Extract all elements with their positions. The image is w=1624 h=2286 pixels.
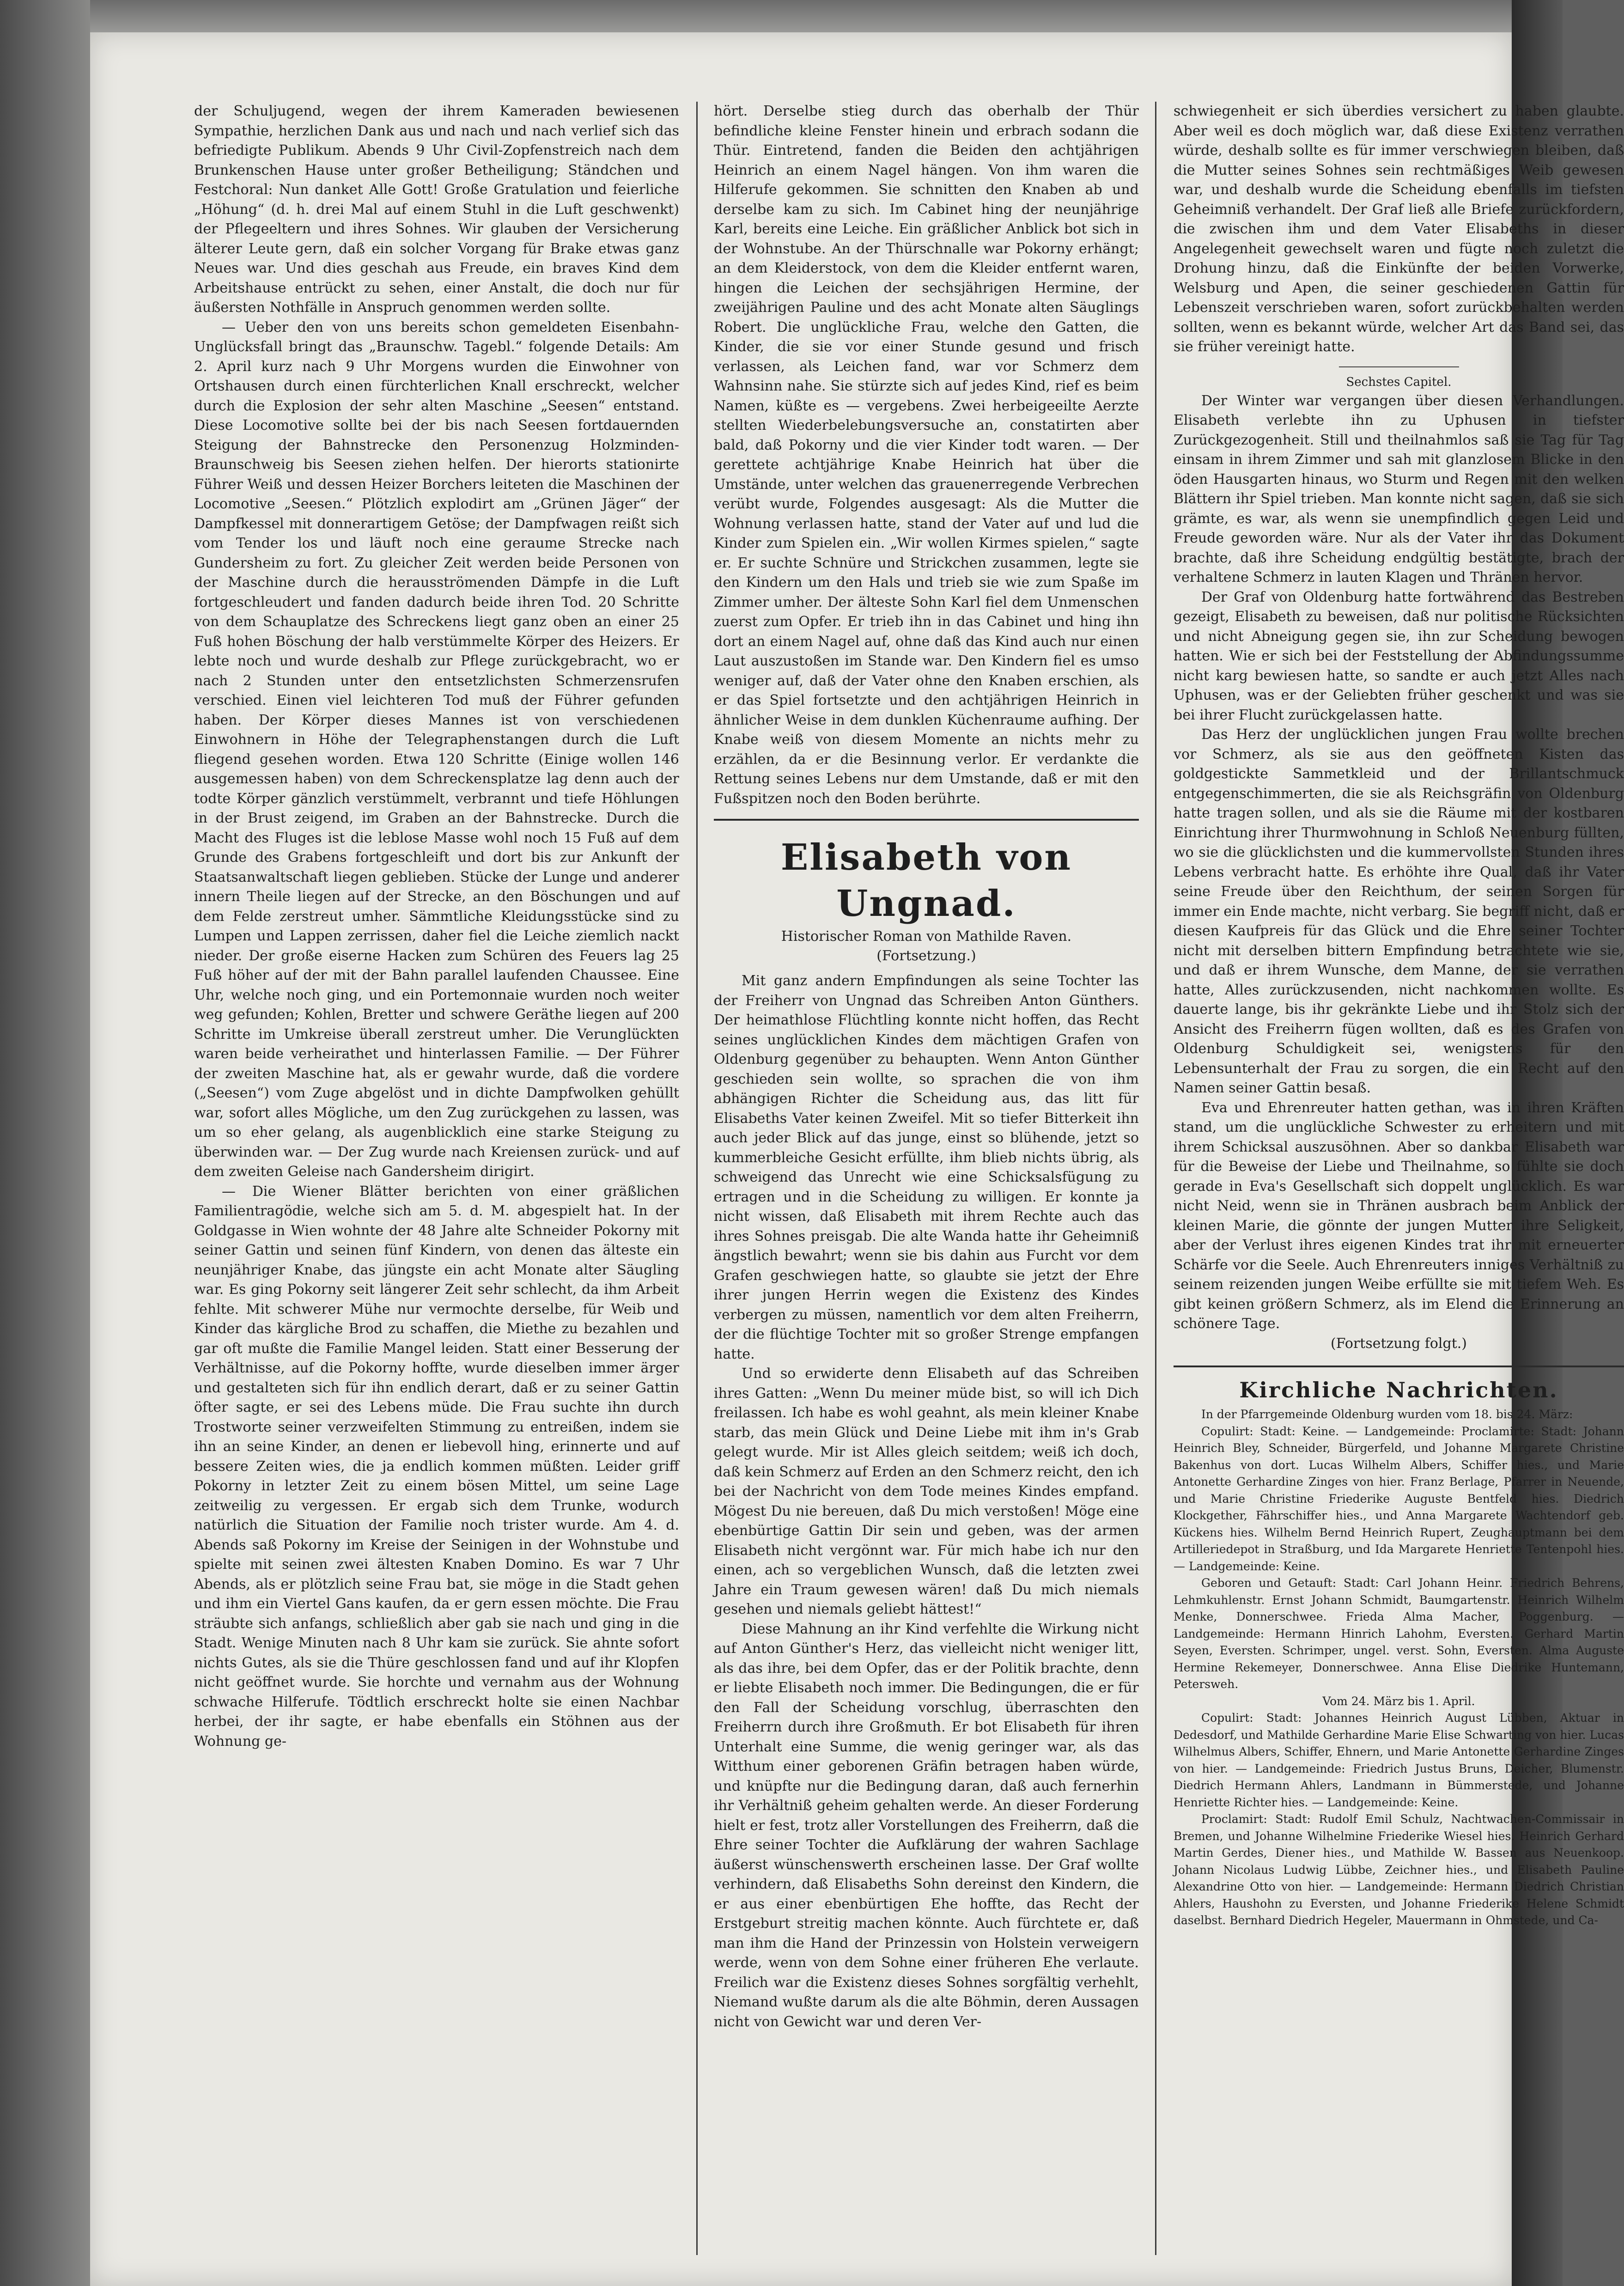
article-railway-accident: — Ueber den von uns bereits schon gemeldeten Eisenbahn-Unglücksfall bringt das „Braunschw. Tagebl.“ folgende Details: Am 2. April kurz nach 9 Uhr Morgens wurden die Einwohner von Ortshausen durch einen fürchterlichen Knall erschreckt, welcher durch die Explosion der sehr alten Maschine „Seesen“ entstand. Diese Locomotive sollte bei der bis nach Seesen fortdauernden Steigung der Bahnstrecke den Personenzug Holzminden-Braunschweig bis Seesen ziehen helfen. Der hierorts stationirte Führer Weiß und dessen Heizer Borchers leiteten die Maschinen der Locomotive „Seesen.“ Plötzlich explodirt am „Grünen Jäger“ der Dampfkessel mit donnerartigem Getöse; der Dampfwagen reißt sich vom Tender los und läuft noch eine geraume Strecke nach Gundersheim zu fort. Zu gleicher Zeit werden beide Personen von der Maschine durch die herausströmenden Dämpfe in die Luft fortgeschleudert und fanden dadurch beide ihren Tod. 20 Schritte von dem Schauplatze des Schreckens liegt ganz oben an einer 25 Fuß hohen Böschung der halb verstümmelte Körper des Heizers. Er lebte noch und wurde deshalb zur Pflege zurückgebracht, wo er nach 2 Stunden unter den entsetzlichsten Schmerzensrufen verschied. Einen viel leichteren Tod muß der Führer gefunden haben. Der Körper dieses Mannes ist von verschiedenen Einwohnern in Höhe der Telegraphenstangen durch die Luft fliegend gesehen worden. Etwa 120 Schritte (Einige wollen 146 ausgemessen haben) von dem Schreckensplatze lag denn auch der todte Körper gänzlich verstümmelt, verbrannt und tiefe Höhlungen in der Brust zeigend, im Graben an der Bahnstrecke. Durch die Macht des Fluges ist die leblose Masse wohl noch 15 Fuß auf dem Grunde des Grabens fortgeschleift und dort bis zur Ankunft der Staatsanwaltschaft liegen geblieben. Stücke der Lunge und anderer innern Theile liegen auf der Strecke, an den Böschungen und auf dem Felde zerstreut umher. Sämmtliche Kleidungsstücke sind zu Lumpen und Lappen zerrissen, daher fiel die Leiche ziemlich nackt nieder. Der große eiserne Hacken zum Schüren des Feuers lag 25 Fuß höher auf der mit der Bahn parallel laufenden Chaussee. Eine Uhr, welche noch ging, und ein Portemonnaie wurden noch weiter weg gefunden; Kohlen, Bretter und schwere Geräthe liegen auf 200 Schritte im Umkreise überall zerstreut umher. Die Verunglückten waren beide verheirathet und hinterlassen Familie. — Der Führer der zweiten Maschine hat, als er gewahr wurde, daß die vordere („Seesen“) vom Zuge abgelöst und in dichte Dampfwolken gehüllt war, sofort alles Mögliche, um den Zug zurückgehen zu lassen, was um so eher gelang, als augenblicklich eine starke Steigung zu überwinden war. — Der Zug wurde nach Kreiensen zurück- und auf dem zweiten Geleise nach Gandersheim dirigirt. (194, 319, 679, 1180)
church-news-entry: Copulirt: Stadt: Keine. — Landgemeinde: Proclamirte: Stadt: Johann Heinrich Bley, Schneider, Bürgerfeld, und Johanne Margarete Christine Bakenhus von dort. Lucas Wilhelm Albers, Schiffer hies., und Marie Antonette Gerhardine Zinges von hier. Franz Berlage, Pfarrer in Neuende, und Marie Christine Friederike Auguste Bentfeld hies. Diedrich Klockgether, Fährschiffer hies., und Anna Margarete Wachtendorf geb. Kückens hies. Wilhelm Bernd Heinrich Rupert, Zeughauptmann bei dem Artilleriedepot in Straßburg, und Ida Margarete Henriette Tentenpohl hies. — Landgemeinde: Keine. (1174, 1424, 1624, 1573)
novel-paragraph: schwiegenheit er sich überdies versichert zu haben glaubte. Aber weil es doch möglich war, daß diese Existenz verrathen würde, deshalb sollte es für immer verschwiegen bleiben, daß die Mutter seines Sohnes sein rechtmäßiges Weib gewesen war, und deshalb wurde die Scheidung ebenfalls im tiefsten Geheimniß verhandelt. Der Graf ließ alle Briefe zurückfordern, die zwischen ihm und dem Vater Elisabeths in dieser Angelegenheit gewechselt waren und fügte noch zuletzt die Drohung hinzu, daß die Einkünfte der beiden Vorwerke, Welsburg und Apen, die seiner geschiedenen Gattin für Lebenszeit verschrieben waren, sofort zurückbehalten werden sollten, wenn es bekannt würde, welcher Art das Band sei, das sie früher vereinigt hatte. (1174, 103, 1624, 355)
continuation-notice: (Fortsetzung folgt.) (1331, 1335, 1467, 1352)
novel-paragraph: Der Winter war vergangen über diesen Verhandlungen. Elisabeth verlebte ihn zu Uphusen in tiefster Zurückgezogenheit. Still und theilnahmlos saß sie Tag für Tag einsam in ihrem Zimmer und sah mit glanzlosem Blicke in den öden Hausgarten hinaus, wo Sturm und Regen mit den welken Blättern ihr Spiel trieben. Man konnte nicht sagen, daß sie sich grämte, es war, als wenn sie unempfindlich gegen Leid und Freude geworden wäre. Nur als der Vater ihr das Dokument brachte, daß ihre Scheidung endgültig bestätigte, brach der verhaltene Schmerz in lauten Klagen und Thränen hervor. (1174, 392, 1624, 585)
novel-paragraph: Der Graf von Oldenburg hatte fortwährend das Bestreben gezeigt, Elisabeth zu beweisen, daß nur politische Rücksichten und nicht Abneigung gegen sie, ihn zur Scheidung bewogen hatten. Wie er sich bei der Feststellung der Abfindungssumme nicht karg bewiesen hatte, so sandte er auch jetzt Alles nach Uphusen, was er der Geliebten früher geschenkt und was sie bei ihrer Flucht zurückgelassen hatte. (1174, 589, 1624, 723)
column-right (1174, 102, 1624, 1929)
article-paragraph: der Schuljugend, wegen der ihrem Kameraden bewiesenen Sympathie, herzlichen Dank aus und nach und nach verlief sich das befriedigte Publikum. Abends 9 Uhr Civil-Zopfenstreich nach dem Brunkenschen Hause unter großer Betheiligung; Ständchen und Festchoral: Nun danket Alle Gott! Große Gratulation und feierliche „Höhung“ (d. h. drei Mal auf einem Stuhl in die Luft geschwenkt) der Pflegeeltern und ihres Sohnes. Wir glauben der Versicherung älterer Leute gern, daß ein solcher Vorgang für Brake etwas ganz Neues war. Und dies geschah aus Freude, ein braves Kind dem Arbeitshause entrückt zu sehen, einer Anstalt, die doch nur für äußersten Nothfälle in Anspruch genommen werden sollte. (194, 103, 679, 316)
article-family-tragedy: — Die Wiener Blätter berichten von einer gräßlichen Familientragödie, welche sich am 5. d. M. abgespielt hat. In der Goldgasse in Wien wohnte der 48 Jahre alte Schneider Pokorny mit seiner Gattin und seinen fünf Kindern, von denen das älteste ein neunjähriger Knabe, das jüngste ein acht Monate alter Säugling war. Es ging Pokorny seit längerer Zeit sehr schlecht, da ihm Arbeit fehlte. Mit schwerer Mühe nur vermochte derselbe, für Weib und Kinder das kärgliche Brod zu schaffen, die Miethe zu bezahlen und gar oft mußte die Familie Mangel leiden. Statt einer Besserung der Verhältnisse, auf die Pokorny hoffte, wurde dieselben immer ärger und gestalteten sich für ihn endlich derart, daß er zu seiner Gattin öfter sagte, er sei des Lebens müde. Die Frau suchte ihn durch Trostworte seiner verzweifelten Stimmung zu entreißen, indem sie ihn an seine Kinder, an denen er liebevoll hing, erinnerte und auf bessere Zeiten wies, die ja endlich kommen müßten. Leider griff Pokorny in letzter Zeit zu einem bösen Mittel, um seine Lage zeitweilig zu vergessen. Er ergab sich dem Trunke, wodurch natürlich die Situation der Familie noch trister wurde. Am 4. d. Abends saß Pokorny im Kreise der Seinigen in der Wohnstube und spielte mit seinen zwei ältesten Knaben Domino. Es war 7 Uhr Abends, als er plötzlich seine Frau bat, sie möge in die Stadt gehen und ihm ein Viertel Gans kaufen, da er gern essen möchte. Die Frau sträubte sich anfangs, schließlich aber gab sie nach und ging in die Stadt. Wenige Minuten nach 8 Uhr kam sie zurück. Sie ahnte sofort nichts Gutes, als sie die Thüre geschlossen fand und auf ihr Klopfen nicht geöffnet wurde. Sie horchte und vernahm aus der Wohnung schwache Hilferufe. Tödtlich erschreckt holte sie einen Nachbar herbei, der ihr sagte, er habe ebenfalls ein Stöhnen aus der Wohnung ge- (194, 1183, 679, 1750)
novel-paragraph: Mit ganz andern Empfindungen als seine Tochter las der Freiherr von Ungnad das Schreiben Anton Günthers. Der heimathlose Flüchtling konnte nicht hoffen, das Recht seines unglücklichen Kindes dem mächtigen Grafen von Oldenburg gegenüber zu behaupten. Wenn Anton Günther geschieden sein wollte, so sprachen die von ihm abhängigen Richter die Scheidung aus, das litt für Elisabeths Vater keinen Zweifel. Mit so tiefer Bitterkeit ihn auch jeder Blick auf das junge, einst so blühende, jetzt so kummerbleiche Gesicht erfüllte, ihm blieb nichts übrig, als schweigend das Unrecht wie eine Schicksalsfügung zu ertragen und in die Scheidung zu willigen. Er konnte ja nicht wissen, daß Elisabeth mit ihrem Rechte auch das ihres Sohnes preisgab. Die alte Wanda hatte ihr Geheimniß ängstlich bewahrt; wenn sie bis dahin aus Furcht vor dem Grafen geschwiegen hatte, so glaubte sie jetzt der Ehre ihrer jungen Herrin wegen die Existenz des Kindes verbergen zu müssen, namentlich vor dem alten Freiherrn, der die flüchtige Tochter mit so großer Strenge empfangen hatte. (714, 973, 1139, 1362)
column-divider-2 (1155, 102, 1156, 2255)
article-paragraph: hört. Derselbe stieg durch das oberhalb der Thür befindliche kleine Fenster hinein und erbrach sodann die Thür. Eintretend, fanden die Beiden den achtjährigen Heinrich an einem Nagel hängen. Von ihm waren die Hilferufe gekommen. Sie schnitten den Knaben ab und derselbe kam zu sich. Im Cabinet hing der neunjährige Karl, bereits eine Leiche. Ein gräßlicher Anblick bot sich in der Wohnstube. An der Thürschnalle war Pokorny erhängt; an dem Kleiderstock, von dem die Kleider entfernt waren, hingen die Leichen der sechsjährigen Hermine, der zweijährigen Pauline und des acht Monate alten Säuglings Robert. Die unglückliche Frau, welche den Gatten, die Kinder, die sie vor einer Stunde gesund und frisch verlassen, als Leichen fand, war vor Schmerz dem Wahnsinn nahe. Sie stürzte sich auf jedes Kind, rief es beim Namen, küßte es — vergebens. Zwei herbeigeeilte Aerzte stellten Wiederbelebungsversuche an, constatirten aber bald, daß Pokorny und die vier Kinder todt waren. — Der gerettete achtjährige Knabe Heinrich hat über die Umstände, unter welchen das grauenerregende Verbrechen verübt wurde, Folgendes ausgesagt: Als die Mutter die Wohnung verlassen hatte, stand der Vater auf und lud die Kinder zum Spielen ein. „Wir wollen Kirmes spielen,“ sagte er. Er suchte Schnüre und Strickchen zusammen, legte sie den Kindern um den Hals und trieb sie wie zum Spaße im Zimmer umher. Der älteste Sohn Karl fiel dem Unmenschen zuerst zum Opfer. Er trieb ihn in das Cabinet und hing ihn dort an einem Nagel auf, ohne daß das Kind auch nur einen Laut auszustoßen im Stande war. Den Kindern fiel es umso weniger auf, daß der Vater ohne den Knaben erschien, als er das Spiel fortsetzte und den achtjährigen Heinrich in ähnlicher Weise in dem dunklen Küchenraume aufhing. Der Knabe weiß von diesem Momente an nichts mehr zu erzählen, da er die Besinnung verlor. Er verdankte die Rettung seines Lebens nur dem Umstande, daß er mit den Fußspitzen noch den Boden berührte. (714, 103, 1139, 807)
scan-frame-top (0, 0, 1563, 32)
chapter-heading: Sechstes Capitel. (1346, 375, 1452, 389)
church-news-intro: In der Pfarrgemeinde Oldenburg wurden vom 18. bis 24. März: (1201, 1408, 1573, 1421)
column-middle (714, 102, 1139, 2032)
scan-frame-left (0, 0, 90, 2286)
church-news-period: Vom 24. März bis 1. April. (1322, 1694, 1475, 1708)
novel-continuation-note: (Fortsetzung.) (876, 948, 976, 964)
novel-paragraph: Eva und Ehrenreuter hatten gethan, was in ihren Kräften stand, um die unglückliche Schwester zu erheitern und mit ihrem Schicksal auszusöhnen. Aber so dankbar Elisabeth war für die Beweise der Liebe und Theilnahme, so fühlte sie doch gerade in Eva's Gesellschaft sich doppelt unglücklich. Es war nicht Neid, wenn sie in Thränen ausbrach beim Anblick der kleinen Marie, die gönnte der jungen Mutter ihre Seligkeit, aber der Verlust ihres eigenen Kindes trat ihr mit erneuerter Schärfe vor die Seele. Auch Ehrenreuters inniges Verhältniß zu seinem reizenden jungen Weibe erfüllte sie mit tiefem Weh. Es gibt keinen größern Schmerz, als im Elend die Erinnerung an schönere Tage. (1174, 1099, 1624, 1332)
church-news-entry: Geboren und Getauft: Stadt: Carl Johann Heinr. Friedrich Behrens, Lehmkuhlenstr. Ernst Johann Schmidt, Baumgartenstr. Heinrich Wilhelm Menke, Donnerschwee. Frieda Alma Macher, Poggenburg. — Landgemeinde: Hermann Hinrich Lahohm, Eversten. Gerhard Martin Seyen, Eversten. Schrimper, ungel. verst. Sohn, Eversten. Alma Auguste Hermine Rekemeyer, Donnerschwee. Anna Elise Diedrike Huntemann, Petersweh. (1174, 1576, 1624, 1691)
church-news-entry: Proclamirt: Stadt: Rudolf Emil Schulz, Nachtwachen-Commissair in Bremen, und Johanne Wilhelmine Friederike Wiesel hies. Heinrich Gerhard Martin Gerdes, Diener hies., und Mathilde W. Bassen aus Neuenkoop. Johann Nicolaus Ludwig Lübbe, Zeichner hies., und Elisabeth Pauline Alexandrine Otto von hier. — Landgemeinde: Hermann Diedrich Christian Ahlers, Haushohn zu Eversten, und Johanne Friederike Helene Schmidt daselbst. Bernhard Diedrich Hegeler, Mauermann in Ohmstede, und Ca- (1174, 1812, 1624, 1927)
chapter-rule (1339, 366, 1459, 367)
column-divider-1 (696, 102, 698, 2255)
section-rule (1174, 1366, 1624, 1367)
novel-paragraph: Diese Mahnung an ihr Kind verfehlte die Wirkung nicht auf Anton Günther's Herz, das vielleicht nicht weniger litt, als das ihre, bei dem Opfer, das er der Politik brachte, denn er liebte Elisabeth noch immer. Die Bedingungen, die er für den Fall der Scheidung vorschlug, überraschten den Freiherrn durch ihre Großmuth. Er bot Elisabeth für ihren Unterhalt eine Summe, die wenig geringer war, als das Witthum einer geborenen Gräfin betragen haben würde, und knüpfte nur die Bedingung daran, daß auch fernerhin ihr Verhältniß geheim gehalten werde. An dieser Forderung hielt er fest, trotz aller Vorstellungen des Freiherrn, daß die Ehre seiner Tochter die Aufklärung der wahren Sachlage äußerst wünschenswerth erscheinen lasse. Der Graf wollte verhindern, daß Elisabeths Sohn dereinst den Kindern, die er aus einer ebenbürtigen Ehe hoffte, das Recht der Erstgeburt streitig machen könnte. Auch fürchtete er, daß man ihm die Hand der Prinzessin von Holstein verweigern werde, wenn von dem Sohne einer früheren Ehe verlaute. Freilich war die Existenz dieses Sohnes sorgfältig verhehlt, Niemand wußte darum als die alte Böhmin, deren Aussagen nicht von Gewicht war und deren Ver- (714, 1621, 1139, 2030)
church-news-entry: Copulirt: Stadt: Johannes Heinrich August Lübben, Aktuar in Dedesdorf, und Mathilde Gerhardine Marie Elise Schwarting von hier. Lucas Wilhelmus Albers, Schiffer, Ehnern, und Marie Antonette Gerhardine Zinges von hier. — Landgemeinde: Friedrich Justus Bruns, Deicher, Blumenstr. Diedrich Hermann Ahlers, Landmann in Bümmerstede, und Johanne Henriette Richter hies. — Landgemeinde: Keine. (1174, 1711, 1624, 1809)
novel-paragraph: Und so erwiderte denn Elisabeth auf das Schreiben ihres Gatten: „Wenn Du meiner müde bist, so will ich Dich freilassen. Ich habe es wohl geahnt, als mein kleiner Knabe starb, das mein Glück und Deine Liebe mit ihm in's Grab gelegt wurde. Mir ist Alles gleich seitdem; weiß ich doch, daß kein Schmerz auf Erden an den Schmerz reicht, den ich bei der Nachricht von dem Tode meines Kindes empfand. Mögest Du nie bereuen, daß Du mich verstoßen! Möge eine ebenbürtige Gattin Dir sein und geben, was der armen Elisabeth nicht vergönnt war. Für mich habe ich nur den einen, ach so vergeblichen Wunsch, daß die letzten zwei Jahre ein Traum gewesen wären! daß Du mich niemals gesehen und niemals geliebt hättest!“ (714, 1366, 1139, 1617)
column-left (194, 102, 679, 1751)
section-rule (714, 819, 1139, 821)
newspaper-page (90, 32, 1624, 2286)
novel-title: Elisabeth von Ungnad. (780, 836, 1072, 925)
novel-subtitle: Historischer Roman von Mathilde Raven. (781, 928, 1072, 945)
church-news-title: Kirchliche Nachrichten. (1239, 1378, 1558, 1402)
novel-paragraph: Das Herz der unglücklichen jungen Frau wollte brechen vor Schmerz, als sie aus den geöffneten Kisten das goldgestickte Sammetkleid und der Brillantschmuck entgegenschimmerten, die sie als Reichsgräfin von Oldenburg hatte tragen sollen, und als sie die Räume mit der kostbaren Einrichtung ihrer Thurmwohnung in Schloß Neuenburg füllten, wo sie die glücklichsten und die kummervollsten Stunden ihres Lebens verbracht hatte. Es erhöhte ihre Qual, daß ihr Vater seine Freude über den Reichthum, der seinen Sorgen für immer ein Ende machte, nicht verbarg. Sie begriff nicht, daß er diesen Kaufpreis für das Glück und die Ehre seiner Tochter nicht mit derselben bittern Empfindung betrachtete wie sie, und daß er ihrem Wunsche, dem Manne, der sie verrathen hatte, Alles zurückzusenden, nicht nachkommen wollte. Es dauerte lange, bis ihr gekränkte Liebe und ihr Stolz sich der Ansicht des Freiherrn fügen wollten, daß es des Grafen von Oldenburg Schuldigkeit sei, wenigstens für den Lebensunterhalt der Frau zu sorgen, die ein Recht auf den Namen seiner Gattin besaß. (1174, 726, 1624, 1096)
